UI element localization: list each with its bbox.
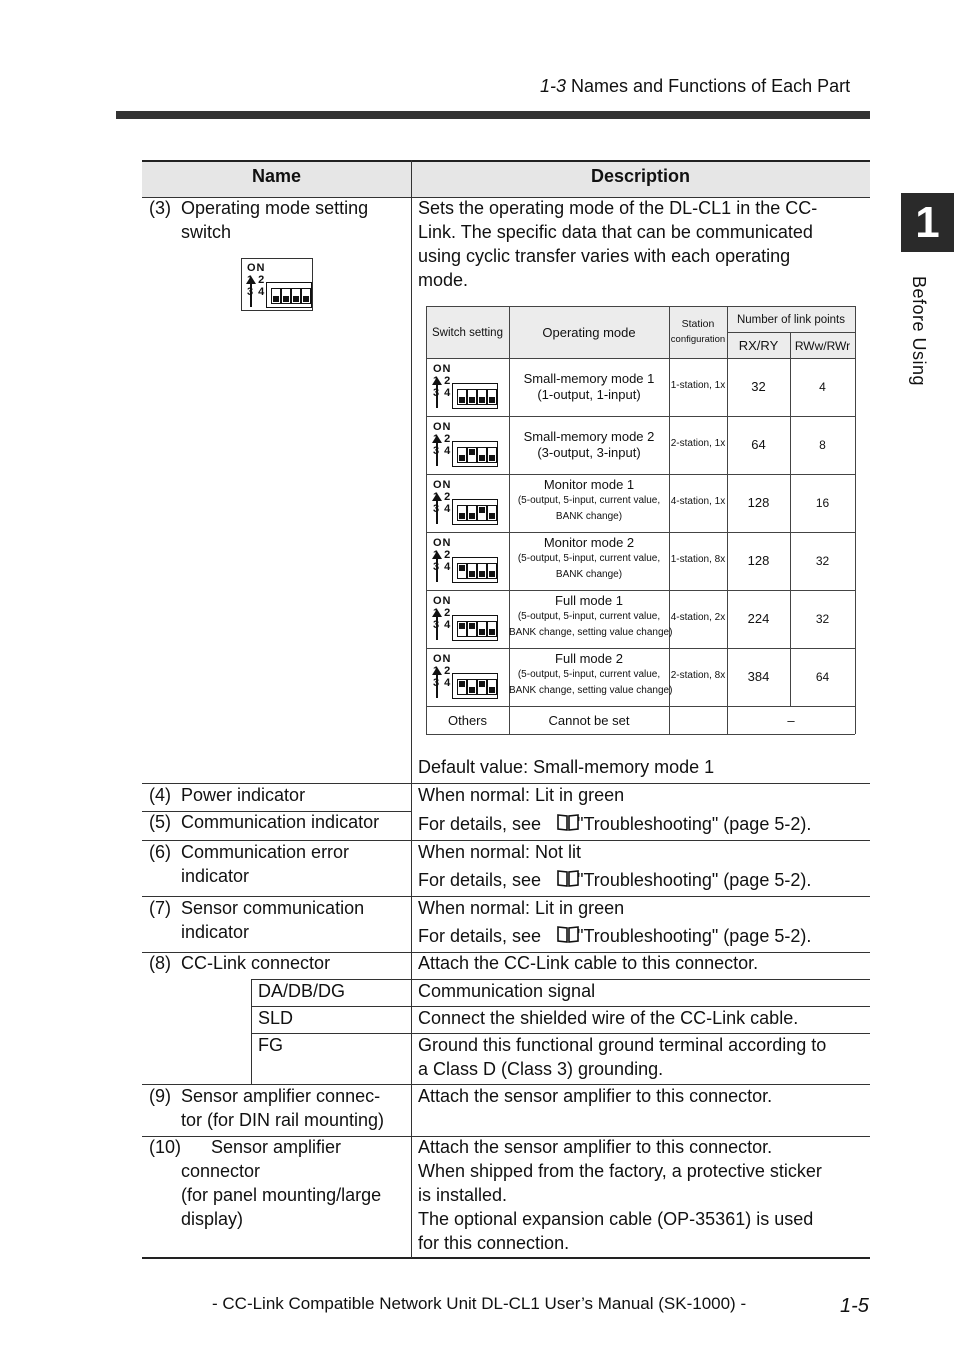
description-line: mode. <box>418 270 469 290</box>
inner-station: 4-station, 1x <box>670 496 726 507</box>
part-name: Sensor amplifier connec- <box>181 1086 381 1106</box>
inner-divider <box>426 306 427 734</box>
table-header-description: Description <box>411 161 870 197</box>
inner-rw-value: 32 <box>815 554 830 568</box>
description-line: Connect the shielded wire of the CC-Link cable. <box>418 1008 799 1028</box>
switch-illustration: ON 1 2 3 4 <box>241 258 313 311</box>
inner-rw-value: 8 <box>819 438 826 452</box>
table-header-name: Name <box>142 161 411 197</box>
row-number: (4) <box>149 785 171 805</box>
inner-rx-value: 384 <box>747 669 770 684</box>
row-number: (9) <box>149 1086 171 1106</box>
description-line: Communication signal <box>418 981 596 1001</box>
description-line: Attach the CC-Link cable to this connector. <box>418 953 759 973</box>
description-line: When normal: Not lit <box>418 842 582 862</box>
part-name: switch <box>181 222 232 242</box>
inner-head-switch: Switch setting <box>432 327 503 339</box>
footer-manual-title: - CC-Link Compatible Network Unit DL-CL1 User’s Manual (SK-1000) - <box>212 1294 747 1313</box>
inner-rx-value: 224 <box>747 611 770 626</box>
row-number: (10) <box>149 1137 182 1157</box>
section-header <box>540 76 850 97</box>
chapter-tab: 1 <box>901 193 954 252</box>
description-line: For details, see "Troubleshooting" (page 5-2). <box>418 926 812 946</box>
book-icon <box>557 813 579 831</box>
page-number: 1-5 <box>840 1295 869 1317</box>
sub-part-name: SLD <box>258 1008 294 1028</box>
description-line: When normal: Lit in green <box>418 898 625 918</box>
inner-mode-detail: BANK change, setting value change) <box>509 685 673 696</box>
description-line: Attach the sensor amplifier to this connector. <box>418 1086 773 1106</box>
inner-mode-name: Small-memory mode 2 <box>523 429 655 444</box>
column-divider <box>411 160 412 1258</box>
description-line: When shipped from the factory, a protective sticker <box>418 1161 822 1181</box>
part-name: (for panel mounting/large <box>181 1185 382 1205</box>
inner-mode-detail: BANK change) <box>555 511 623 522</box>
default-value: Default value: Small-memory mode 1 <box>418 757 715 777</box>
description-line: When normal: Lit in green <box>418 785 625 805</box>
table-rule <box>142 160 870 162</box>
inner-mode-name: Monitor mode 1 <box>543 477 635 492</box>
inner-others: Others <box>447 713 487 728</box>
section-number: 1-3 <box>540 76 567 96</box>
inner-rule <box>426 706 855 707</box>
inner-station: 2-station, 8x <box>670 670 726 681</box>
inner-rx-value: 32 <box>751 379 766 394</box>
inner-mode-name: Small-memory mode 1 <box>523 371 655 386</box>
description-line: for this connection. <box>418 1233 570 1253</box>
part-name: tor (for DIN rail mounting) <box>181 1110 385 1130</box>
inner-mode-detail: (5-output, 5-input, current value, <box>517 495 661 506</box>
inner-mode-detail: (1-output, 1-input) <box>537 387 641 402</box>
description-line: The optional expansion cable (OP-35361) is used <box>418 1209 814 1229</box>
part-name: Power indicator <box>181 785 306 805</box>
description-line: For details, see "Troubleshooting" (page 5-2). <box>418 814 812 834</box>
inner-station: 4-station, 2x <box>670 612 726 623</box>
part-name: Communication error <box>181 842 350 862</box>
part-name: indicator <box>181 866 250 886</box>
chapter-side-label: Before Using <box>909 276 929 387</box>
section-title: Names and Functions of Each Part <box>571 76 851 96</box>
inner-rule <box>426 734 855 735</box>
description-line: Sets the operating mode of the DL-CL1 in the CC- <box>418 198 818 218</box>
inner-head-points: Number of link points <box>736 314 846 326</box>
description-line: For details, see "Troubleshooting" (page 5-2). <box>418 870 812 890</box>
inner-mode-name: Full mode 1 <box>555 593 623 608</box>
column-divider <box>251 979 252 1084</box>
description-line: Attach the sensor amplifier to this connector. <box>418 1137 773 1157</box>
table-rule <box>142 1257 870 1259</box>
part-name: CC-Link connector <box>181 953 331 973</box>
row-number: (7) <box>149 898 171 918</box>
row-number: (8) <box>149 953 171 973</box>
part-name: Sensor amplifier <box>211 1137 342 1157</box>
book-icon <box>557 925 579 943</box>
inner-rw-value: 4 <box>819 380 826 394</box>
description-line: a Class D (Class 3) grounding. <box>418 1059 664 1079</box>
book-icon <box>557 869 579 887</box>
inner-mode-detail: (5-output, 5-input, current value, <box>517 553 661 564</box>
inner-divider <box>855 306 856 734</box>
inner-station: 2-station, 1x <box>670 438 726 449</box>
part-name: Operating mode setting <box>181 198 369 218</box>
inner-station: 1-station, 8x <box>670 554 726 565</box>
inner-rx-value: 64 <box>751 437 766 452</box>
inner-mode-detail: BANK change, setting value change) <box>509 627 673 638</box>
inner-head-mode: Operating mode <box>542 325 636 340</box>
part-name: connector <box>181 1161 261 1181</box>
row-number: (3) <box>149 198 171 218</box>
inner-mode-name: Full mode 2 <box>555 651 623 666</box>
inner-rw-value: 32 <box>815 612 830 626</box>
inner-rx-value: 128 <box>747 495 770 510</box>
inner-mode-name: Monitor mode 2 <box>543 535 635 550</box>
inner-mode-detail: (3-output, 3-input) <box>537 445 641 460</box>
inner-station: 1-station, 1x <box>670 380 726 391</box>
row-number: (5) <box>149 812 171 832</box>
inner-head-rw: RWw/RWr <box>794 339 851 353</box>
inner-head-rx: RX/RY <box>738 338 779 353</box>
description-line: Ground this functional ground terminal according to <box>418 1035 827 1055</box>
part-name: indicator <box>181 922 250 942</box>
description-line: Link. The specific data that can be communicated <box>418 222 813 242</box>
inner-rule <box>426 306 855 307</box>
inner-rule <box>727 332 855 333</box>
inner-mode-detail: (5-output, 5-input, current value, <box>517 669 661 680</box>
sub-part-name: DA/DB/DG <box>258 981 346 1001</box>
part-name: display) <box>181 1209 244 1229</box>
part-name: Sensor communication <box>181 898 365 918</box>
inner-mode-detail: (5-output, 5-input, current value, <box>517 611 661 622</box>
inner-cannot-be-set: Cannot be set <box>548 713 630 728</box>
inner-rx-value: 128 <box>747 553 770 568</box>
row-number: (6) <box>149 842 171 862</box>
inner-dash: – <box>787 713 795 728</box>
description-line: is installed. <box>418 1185 508 1205</box>
inner-rw-value: 64 <box>815 670 830 684</box>
inner-head-station: configuration <box>670 334 726 345</box>
inner-rw-value: 16 <box>815 496 830 510</box>
part-name: Communication indicator <box>181 812 380 832</box>
inner-head-station: Station <box>681 318 715 330</box>
header-rule <box>116 111 870 119</box>
sub-part-name: FG <box>258 1035 283 1055</box>
inner-mode-detail: BANK change) <box>555 569 623 580</box>
description-line: using cyclic transfer varies with each operating <box>418 246 791 266</box>
